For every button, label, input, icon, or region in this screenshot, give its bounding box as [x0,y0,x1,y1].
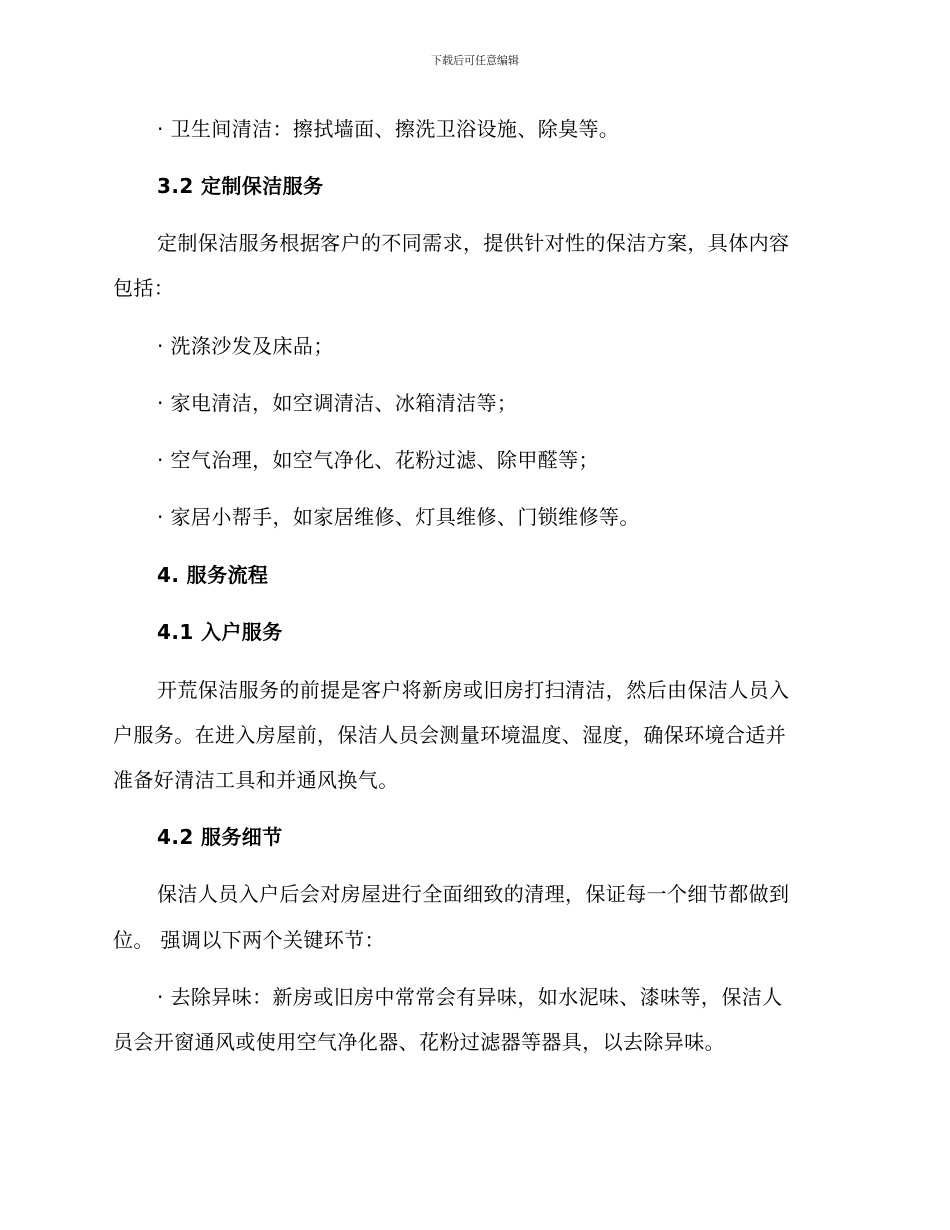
paragraph-entry-line-3: 准备好清洁工具和并通风换气。 [113,768,399,792]
paragraph-detail-line-1: 保洁人员入户后会对房屋进行全面细致的清理，保证每一个细节都做到 [157,882,790,906]
paragraph-custom-line-1: 定制保洁服务根据客户的不同需求，提供针对性的保洁方案，具体内容 [157,231,790,255]
list-item-bathroom-cleaning: · 卫生间清洁：擦拭墙面、擦洗卫浴设施、除臭等。 [157,117,620,141]
section-heading-4: 4. 服务流程 [157,563,269,587]
paragraph-entry-line-2: 户服务。在进入房屋前，保洁人员会测量环境温度、湿度，确保环境合适并 [113,723,787,747]
list-item-odor-line-2: 员会开窗通风或使用空气净化器、花粉过滤器等器具，以去除异味。 [113,1030,725,1054]
list-item-odor-line-1: · 去除异味：新房或旧房中常常会有异味，如水泥味、漆味等，保洁人 [157,985,783,1009]
list-item-air: · 空气治理，如空气净化、花粉过滤、除甲醛等； [157,448,599,472]
paragraph-custom-line-2: 包括： [113,276,175,300]
paragraph-entry-line-1: 开荒保洁服务的前提是客户将新房或旧房打扫清洁，然后由保洁人员入 [157,678,790,702]
list-item-appliance: · 家电清洁，如空调清洁、冰箱清洁等； [157,391,518,415]
section-heading-4-2: 4.2 服务细节 [157,825,283,849]
list-item-sofa: · 洗涤沙发及床品； [157,334,334,358]
section-heading-4-1: 4.1 入户服务 [157,620,283,644]
section-heading-3-2: 3.2 定制保洁服务 [157,174,324,198]
page-header: 下载后可任意编辑 [431,54,519,67]
paragraph-detail-line-2: 位。 强调以下两个关键环节： [113,928,385,952]
list-item-helper: · 家居小帮手，如家居维修、灯具维修、门锁维修等。 [157,505,640,529]
